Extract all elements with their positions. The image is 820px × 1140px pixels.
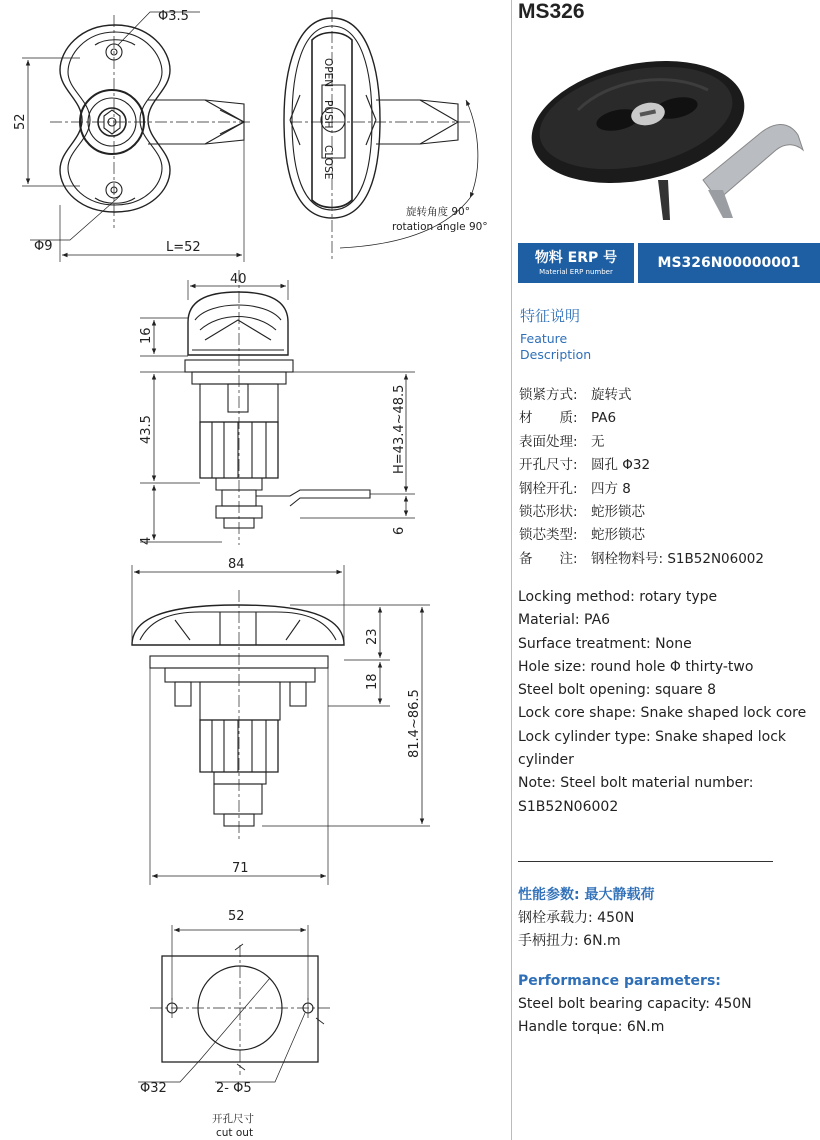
dim-4: 4 bbox=[139, 536, 154, 545]
spec-key: 锁芯形状: bbox=[519, 504, 578, 521]
column-divider bbox=[511, 0, 512, 1140]
spec-row bbox=[519, 548, 764, 571]
dim-52-cutout: 52 bbox=[228, 909, 245, 924]
performance-item: Steel bolt bearing capacity: 450N bbox=[518, 996, 752, 1012]
rotation-cn: 旋转角度 90° bbox=[406, 206, 470, 218]
face-close: CLOSE bbox=[322, 145, 334, 180]
dim-81-range: 81.4~86.5 bbox=[407, 689, 422, 758]
dim-18: 18 bbox=[365, 673, 380, 690]
spec-row bbox=[519, 524, 764, 547]
spec-list-cn bbox=[519, 384, 764, 571]
dim-l-52: L=52 bbox=[166, 240, 201, 255]
spec-en-item: Hole size: round hole Φ thirty-two bbox=[518, 658, 754, 675]
performance-item: 钢栓承载力: 450N bbox=[518, 910, 635, 926]
performance-cn bbox=[518, 884, 654, 953]
face-push: PUSH bbox=[322, 100, 334, 129]
front-view-1 bbox=[140, 270, 415, 545]
product-photo bbox=[518, 40, 810, 230]
dim-phi-9: Φ9 bbox=[34, 239, 53, 254]
dim-2-phi-5: 2- Φ5 bbox=[216, 1081, 252, 1096]
erp-label bbox=[518, 243, 634, 283]
section-divider bbox=[518, 861, 773, 862]
spec-row bbox=[519, 407, 764, 430]
spec-value: 蛇形锁芯 bbox=[591, 504, 645, 521]
spec-key: 开孔尺寸: bbox=[519, 457, 578, 474]
product-title: MS326 bbox=[518, 0, 585, 23]
rotation-en: rotation angle 90° bbox=[392, 221, 488, 233]
spec-en-item: Lock core shape: Snake shaped lock core bbox=[518, 705, 807, 722]
spec-value: 旋转式 bbox=[591, 387, 632, 403]
dim-phi-32: Φ32 bbox=[140, 1081, 167, 1096]
spec-row bbox=[519, 478, 764, 501]
spec-value: 钢栓物料号: S1B52N06002 bbox=[591, 550, 764, 567]
feature-title-en bbox=[520, 331, 591, 363]
feature-title-cn: 特征说明 bbox=[520, 307, 581, 325]
dim-phi-3-5: Φ3.5 bbox=[158, 9, 189, 24]
dim-23: 23 bbox=[365, 628, 380, 645]
top-view-left bbox=[22, 12, 250, 262]
spec-en-item: Steel bolt opening: square 8 bbox=[518, 682, 717, 699]
spec-value: 蛇形锁芯 bbox=[591, 527, 645, 544]
performance-item: 手柄扭力: 6N.m bbox=[518, 933, 621, 949]
spec-key: 钢栓开孔: bbox=[519, 480, 578, 497]
spec-value: 圆孔 Φ32 bbox=[591, 457, 651, 474]
performance-en bbox=[518, 970, 752, 1039]
cutout-label-cn: 开孔尺寸 bbox=[212, 1113, 254, 1125]
dim-h-range: H=43.4~48.5 bbox=[392, 384, 407, 474]
spec-value: 四方 8 bbox=[591, 480, 631, 497]
face-open: OPEN bbox=[322, 58, 334, 88]
spec-en-item: Lock cylinder type: Snake shaped lock cylinder bbox=[518, 728, 787, 769]
erp-label-cn: 物料 ERP 号 bbox=[534, 250, 618, 266]
spec-row bbox=[519, 431, 764, 454]
spec-key: 表面处理: bbox=[519, 433, 578, 450]
erp-label-en: Material ERP number bbox=[539, 268, 613, 276]
performance-title-en: Performance parameters: bbox=[518, 973, 721, 989]
spec-en-item: Material: PA6 bbox=[518, 612, 611, 629]
performance-item: Handle torque: 6N.m bbox=[518, 1019, 665, 1035]
spec-row bbox=[519, 501, 764, 524]
spec-key: 材 质: bbox=[519, 410, 578, 427]
spec-key: 锁紧方式: bbox=[519, 387, 578, 403]
erp-bar bbox=[518, 243, 820, 283]
dim-16: 16 bbox=[139, 327, 154, 344]
dim-40: 40 bbox=[230, 272, 247, 287]
spec-en-item: Surface treatment: None bbox=[518, 635, 692, 652]
feature-title-en-line2: Description bbox=[520, 347, 592, 362]
cutout-label-en: cut out bbox=[216, 1127, 254, 1139]
spec-en-item: Locking method: rotary type bbox=[518, 589, 718, 605]
cutout-view bbox=[138, 925, 330, 1082]
spec-en-item: Note: Steel bolt material number: S1B52N06002 bbox=[518, 775, 754, 815]
feature-title-en-line1: Feature bbox=[520, 331, 568, 346]
front-view-2 bbox=[132, 565, 430, 885]
performance-title-cn: 性能参数: 最大静载荷 bbox=[518, 887, 655, 903]
spec-row bbox=[519, 454, 764, 477]
spec-key: 锁芯类型: bbox=[519, 527, 578, 544]
dim-71: 71 bbox=[232, 861, 249, 876]
dim-84: 84 bbox=[228, 557, 245, 572]
spec-value: PA6 bbox=[591, 410, 617, 427]
spec-row bbox=[519, 384, 764, 407]
dim-52-vertical: 52 bbox=[13, 113, 28, 130]
erp-number: MS326N00000001 bbox=[638, 243, 820, 283]
spec-value: 无 bbox=[591, 433, 605, 450]
spec-key: 备 注: bbox=[519, 550, 578, 567]
dim-43-5: 43.5 bbox=[139, 415, 154, 444]
spec-list-en bbox=[518, 586, 812, 819]
dim-6: 6 bbox=[392, 526, 407, 535]
